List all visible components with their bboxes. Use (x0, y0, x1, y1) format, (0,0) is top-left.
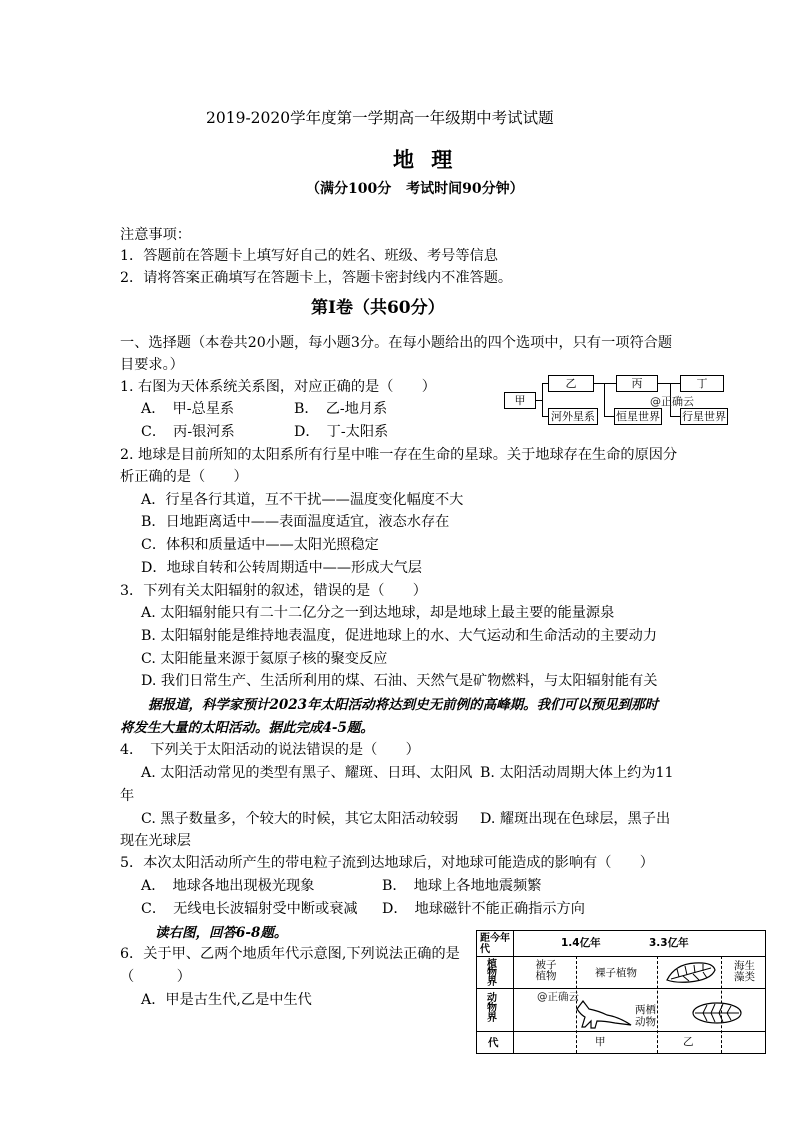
q5-stem: 5．本次太阳活动所产生的带电粒子流到达地球后，对地球可能造成的影响有（ ） (120, 855, 654, 871)
q3-option-a: A. 太阳辐射能只有二十二亿分之一到达地球，却是地球上最主要的能量源泉 (141, 605, 615, 621)
connector (658, 383, 680, 384)
row-label-era: 代 (488, 1037, 499, 1049)
q5-option-d: D． 地球磁针不能正确指示方向 (382, 901, 585, 917)
row-label-time: 距今年代 (480, 933, 510, 955)
passage: 据报道，科学家预计2023年太阳活动将达到史无前例的高峰期。我们可以预见到那时 (148, 697, 659, 713)
animal-label: 两栖动物 (635, 1004, 656, 1028)
notes-heading: 注意事项： (120, 227, 191, 243)
row-label-plant: 植物界 (487, 959, 497, 988)
node-extragalactic: 河外星系 (548, 408, 598, 425)
plant-label: 海生藻类 (734, 960, 755, 983)
plant-label: 裸子植物 (595, 967, 637, 979)
q3-option-d: D. 我们日常生产、生活所利用的煤、石油、天然气是矿物燃料，与太阳辐射能有关 (141, 673, 658, 689)
connector (542, 416, 548, 417)
exam-info: （满分100分 考试时间90分钟） (306, 181, 524, 197)
section-intro: 目要求。） (120, 357, 184, 373)
time-label: 1.4亿年 (561, 937, 601, 949)
section-title: 第Ⅰ卷（共60分） (311, 298, 445, 318)
node-bing: 丙 (616, 375, 658, 392)
q4-option-b: B. 太阳活动周期大体上约为11 (480, 765, 674, 781)
q1-stem: 1. 右图为天体系统关系图，对应正确的是（ ） (120, 379, 436, 395)
era-label-jia: 甲 (595, 1036, 606, 1048)
q5-option-b: B． 地球上各地地震频繁 (382, 878, 542, 894)
q6-stem: （ ） (120, 969, 191, 985)
watermark: @正确云 (537, 991, 579, 1003)
watermark: @正确云 (650, 395, 694, 408)
row-label-animal: 动物界 (487, 993, 497, 1024)
q4-option-b-cont: 年 (120, 788, 135, 804)
q5-option-c: C． 无线电长波辐射受中断或衰减 (141, 901, 358, 917)
q4-option-c: C. 黑子数量多，个较大的时候，其它太阳活动较弱 (141, 811, 459, 827)
node-planet-world: 行星世界 (682, 410, 726, 423)
node-yi: 乙 (548, 375, 594, 392)
q1-option-b: B． 乙-地月系 (294, 401, 388, 417)
node-ding: 丁 (680, 375, 724, 392)
exam-title: 2019-2020学年度第一学期高一年级期中考试试题 (206, 109, 554, 127)
node-star-world: 恒星世界 (616, 410, 660, 423)
connector (594, 383, 616, 384)
q4-option-d-cont: 现在光球层 (120, 833, 191, 849)
connector (604, 383, 605, 416)
subject-title: 地 理 (393, 148, 453, 172)
note-item: 1．答题前在答题卡上填写好自己的姓名、班级、考号等信息 (120, 248, 498, 264)
q1-option-a: A． 甲-总星系 (141, 401, 235, 417)
fern-fossil-icon (665, 960, 717, 984)
note-item: 2．请将答案正确填写在答题卡上，答题卡密封线内不准答题。 (120, 270, 513, 286)
q4-stem: 4． 下列关于太阳活动的说法错误的是（ ） (120, 742, 420, 758)
era-label-yi: 乙 (683, 1036, 694, 1048)
q2-option-a: A．行星各行其道，互不干扰——温度变化幅度不大 (141, 492, 464, 508)
q3-stem: 3．下列有关太阳辐射的叙述，错误的是（ ） (120, 583, 427, 599)
connector (604, 416, 614, 417)
q5-option-a: A． 地球各地出现极光现象 (141, 878, 315, 894)
q2-option-d: D．地球自转和公转周期适中——形成大气层 (141, 560, 422, 576)
q2-stem: 析正确的是（ ） (120, 469, 248, 485)
celestial-system-diagram (500, 372, 730, 428)
plant-label: 被子植物 (535, 959, 557, 982)
q2-option-b: B．日地距离适中——表面温度适宜，液态水存在 (141, 514, 450, 530)
q3-option-b: B. 太阳辐射能是维持地表温度，促进地球上的水、大气运动和生命活动的主要动力 (141, 628, 658, 644)
connector (542, 383, 548, 384)
dinosaur-icon (575, 997, 633, 1029)
q4-option-d: D. 耀斑出现在色球层，黑子出 (480, 811, 671, 827)
leaf-fossil-icon (691, 1001, 743, 1025)
q4-option-a: A. 太阳活动常见的类型有黑子、耀斑、日珥、太阳风 (141, 765, 473, 781)
q2-option-c: C．体积和质量适中——太阳光照稳定 (141, 537, 379, 553)
q6-option-a: A．甲是古生代,乙是中生代 (141, 992, 312, 1008)
connector (670, 416, 680, 417)
q1-option-d: D． 丁-太阳系 (294, 424, 389, 440)
time-label: 3.3亿年 (649, 937, 689, 949)
col-divider (513, 931, 514, 1053)
connector (542, 383, 543, 416)
node-jia: 甲 (504, 392, 536, 409)
section-intro: 一、选择题（本卷共20小题，每小题3分。在每小题给出的四个选项中，只有一项符合题 (120, 335, 673, 351)
q3-option-c: C. 太阳能量来源于氦原子核的聚变反应 (141, 651, 388, 667)
read-figure-prompt: 读右图，回答6-8题。 (155, 925, 288, 941)
passage: 将发生大量的太阳活动。据此完成4-5题。 (120, 720, 374, 736)
q1-option-c: C． 丙-银河系 (141, 424, 235, 440)
q2-stem: 2. 地球是目前所知的太阳系所有行星中唯一存在生命的星球。关于地球存在生命的原因分 (120, 447, 678, 463)
geologic-era-diagram (476, 930, 766, 1054)
q6-stem: 6．关于甲、乙两个地质年代示意图,下列说法正确的是 (120, 946, 460, 962)
